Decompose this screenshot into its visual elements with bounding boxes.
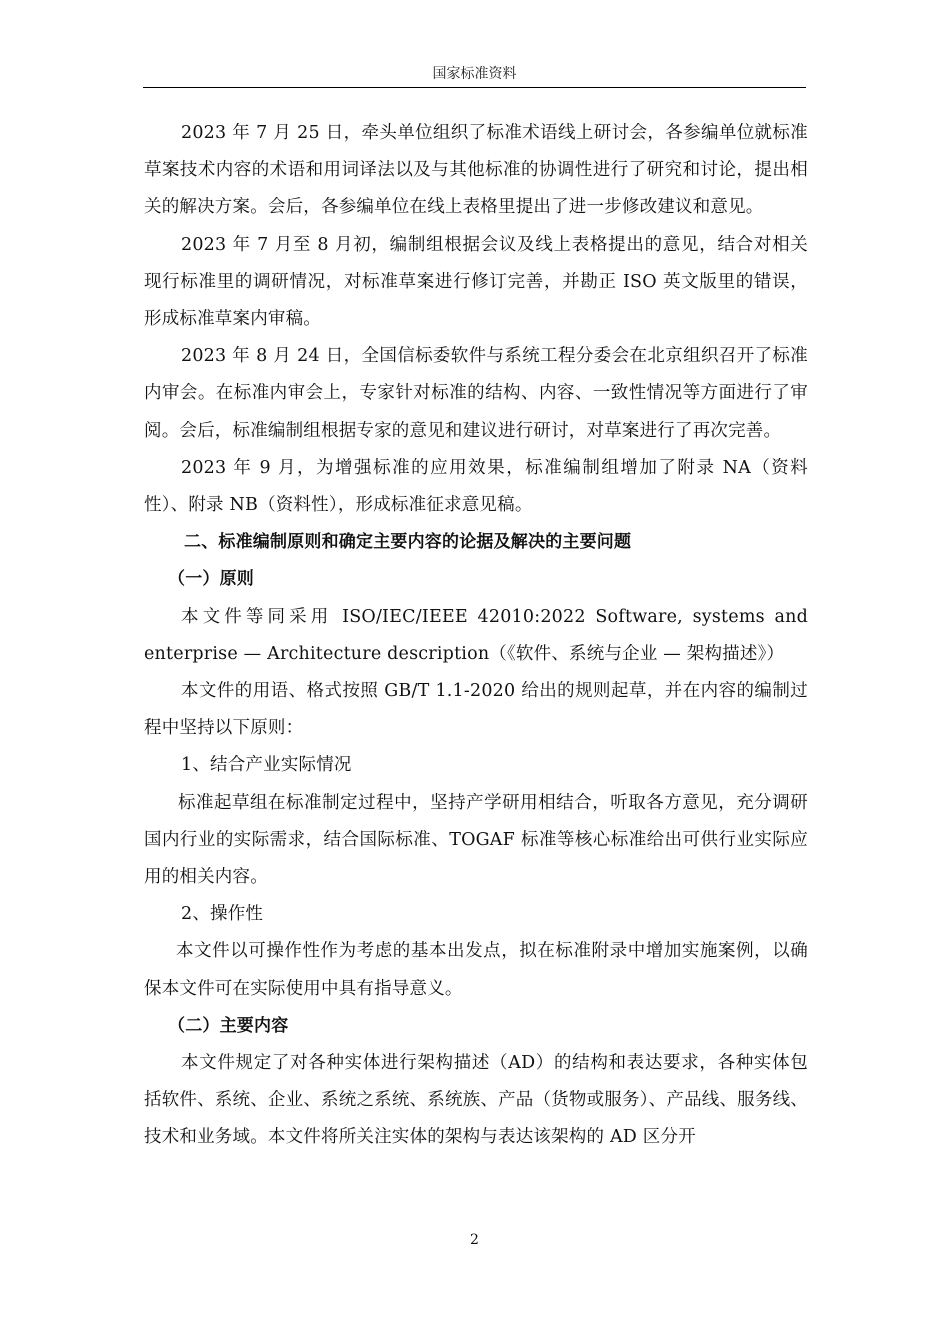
principle-item-operability: 2、操作性 <box>181 904 264 925</box>
paragraph-industry-principle: 标准起草组在标准制定过程中，坚持产学研用相结合，听取各方意见，充分调研国内行业的实际需求，结合国际标准、TOGAF 标准等核心标准给出可供行业实际应用的相关内容。 <box>144 792 808 888</box>
document-body <box>144 115 808 1157</box>
subsection-heading-principles: （一）原则 <box>168 569 254 590</box>
paragraph-operability-principle: 本文件以可操作性作为考虑的基本出发点，拟在标准附录中增加实施案例，以确保本文件可在实际使用中具有指导意义。 <box>144 941 808 999</box>
subsection-heading-main-content: （二）主要内容 <box>168 1015 289 1036</box>
paragraph-terminology-seminar: 2023 年 7 月 25 日，牵头单位组织了标准术语线上研讨会，各参编单位就标准草案技术内容的术语和用词译法以及与其他标准的协调性进行了研究和讨论，提出相关的解决方案。会后，各参编单位在线上表格里提出了进一步修改建议和意见。 <box>144 123 808 218</box>
section-heading-principles-basis: 二、标准编制原则和确定主要内容的论据及解决的主要问题 <box>184 532 632 553</box>
page-number: 2 <box>470 1232 479 1248</box>
paragraph-identical-adoption: 本文件等同采用 ISO/IEC/IEEE 42010:2022 Software, systems and enterprise — Architecture description（《软件、系统与企业 — 架构描述》） <box>144 606 808 664</box>
principle-item-industry: 1、结合产业实际情况 <box>181 755 352 776</box>
paragraph-appendix-addition: 2023 年 9 月，为增强标准的应用效果，标准编制组增加了附录 NA（资料性）、附录 NB（资料性），形成标准征求意见稿。 <box>144 457 808 516</box>
paragraph-internal-review: 2023 年 8 月 24 日，全国信标委软件与系统工程分委会在北京组织召开了标准内审会。在标准内审会上，专家针对标准的结构、内容、一致性情况等方面进行了审阅。会后，标准编制组根据专家的意见和建议进行研讨，对草案进行了再次完善。 <box>144 346 808 441</box>
paragraph-drafting-rules: 本文件的用语、格式按照 GB/T 1.1-2020 给出的规则起草，并在内容的编制过程中坚持以下原则： <box>144 681 808 739</box>
paragraph-main-content: 本文件规定了对各种实体进行架构描述（AD）的结构和表达要求，各种实体包括软件、系统、企业、系统之系统、系统族、产品（货物或服务）、产品线、服务线、技术和业务域。本文件将所关注实体的架构与表达该架构的 AD 区分开 <box>144 1053 808 1148</box>
page-header: 国家标准资料 <box>432 66 517 82</box>
header-divider <box>143 87 806 88</box>
paragraph-draft-revision: 2023 年 7 月至 8 月初，编制组根据会议及线上表格提出的意见，结合对相关现行标准里的调研情况，对标准草案进行修订完善，并勘正 ISO 英文版里的错误，形成标准草案内审稿。 <box>144 234 808 330</box>
